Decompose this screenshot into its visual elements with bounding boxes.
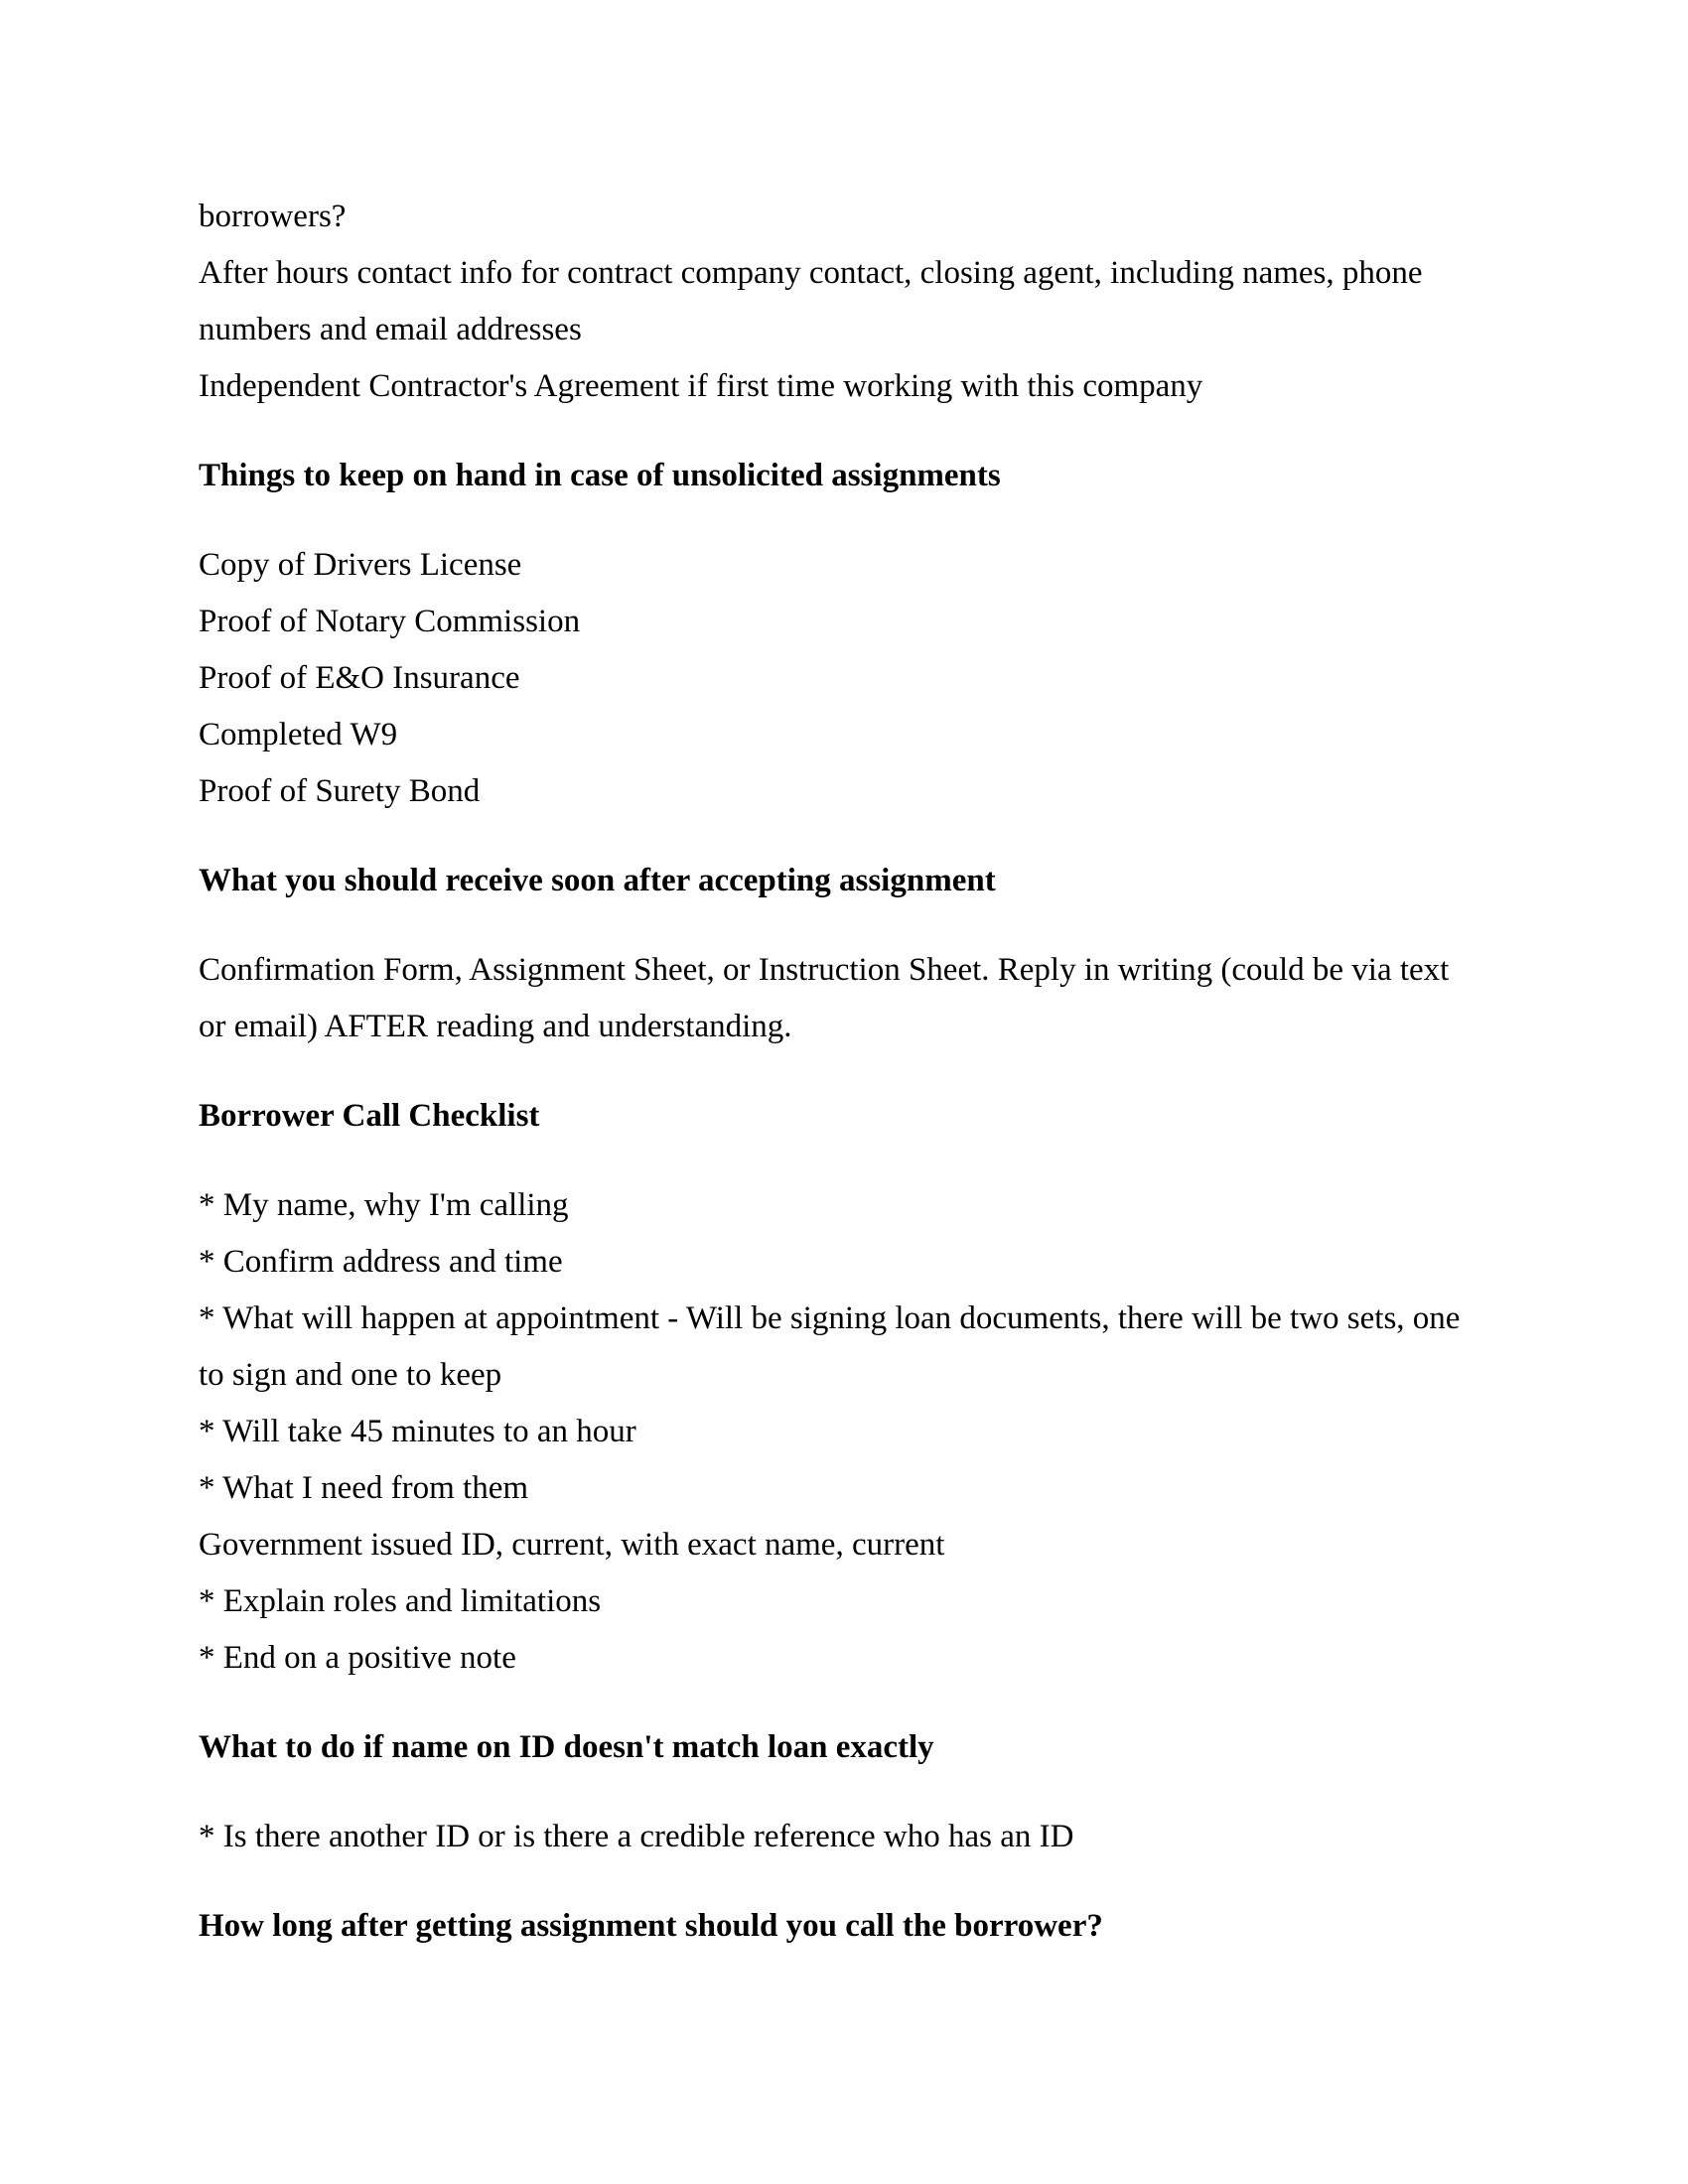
section-heading: How long after getting assignment should you call the borrower? [199, 1908, 1103, 1944]
checklist-item: to sign and one to keep [199, 1357, 502, 1393]
checklist-item: Government issued ID, current, with exact name, current [199, 1527, 945, 1563]
text-line: numbers and email addresses [199, 312, 582, 347]
section-heading: Borrower Call Checklist [199, 1098, 540, 1134]
text-line: or email) AFTER reading and understanding. [199, 1009, 792, 1044]
checklist-item: * What will happen at appointment - Will be signing loan documents, there will be two sets, one [199, 1300, 1461, 1336]
checklist-item: * Explain roles and limitations [199, 1583, 602, 1619]
section-heading: What you should receive soon after accepting assignment [199, 863, 996, 898]
checklist-item: * My name, why I'm calling [199, 1187, 569, 1223]
section-heading: Things to keep on hand in case of unsolicited assignments [199, 458, 1001, 493]
checklist-item: * End on a positive note [199, 1640, 516, 1676]
text-line: borrowers? [199, 199, 347, 234]
list-item: Completed W9 [199, 717, 398, 752]
checklist-item: * Confirm address and time [199, 1244, 563, 1280]
text-line: Confirmation Form, Assignment Sheet, or Instruction Sheet. Reply in writing (could be via text [199, 952, 1450, 988]
list-item: Proof of E&O Insurance [199, 660, 520, 696]
list-item: Copy of Drivers License [199, 547, 522, 583]
checklist-item: * Will take 45 minutes to an hour [199, 1414, 636, 1449]
text-line: Independent Contractor's Agreement if first time working with this company [199, 368, 1203, 404]
text-line: * Is there another ID or is there a credible reference who has an ID [199, 1819, 1074, 1854]
list-item: Proof of Notary Commission [199, 604, 581, 639]
list-item: Proof of Surety Bond [199, 773, 481, 809]
section-heading: What to do if name on ID doesn't match loan exactly [199, 1729, 934, 1765]
checklist-item: * What I need from them [199, 1470, 529, 1506]
text-line: After hours contact info for contract company contact, closing agent, including names, phone [199, 255, 1423, 291]
